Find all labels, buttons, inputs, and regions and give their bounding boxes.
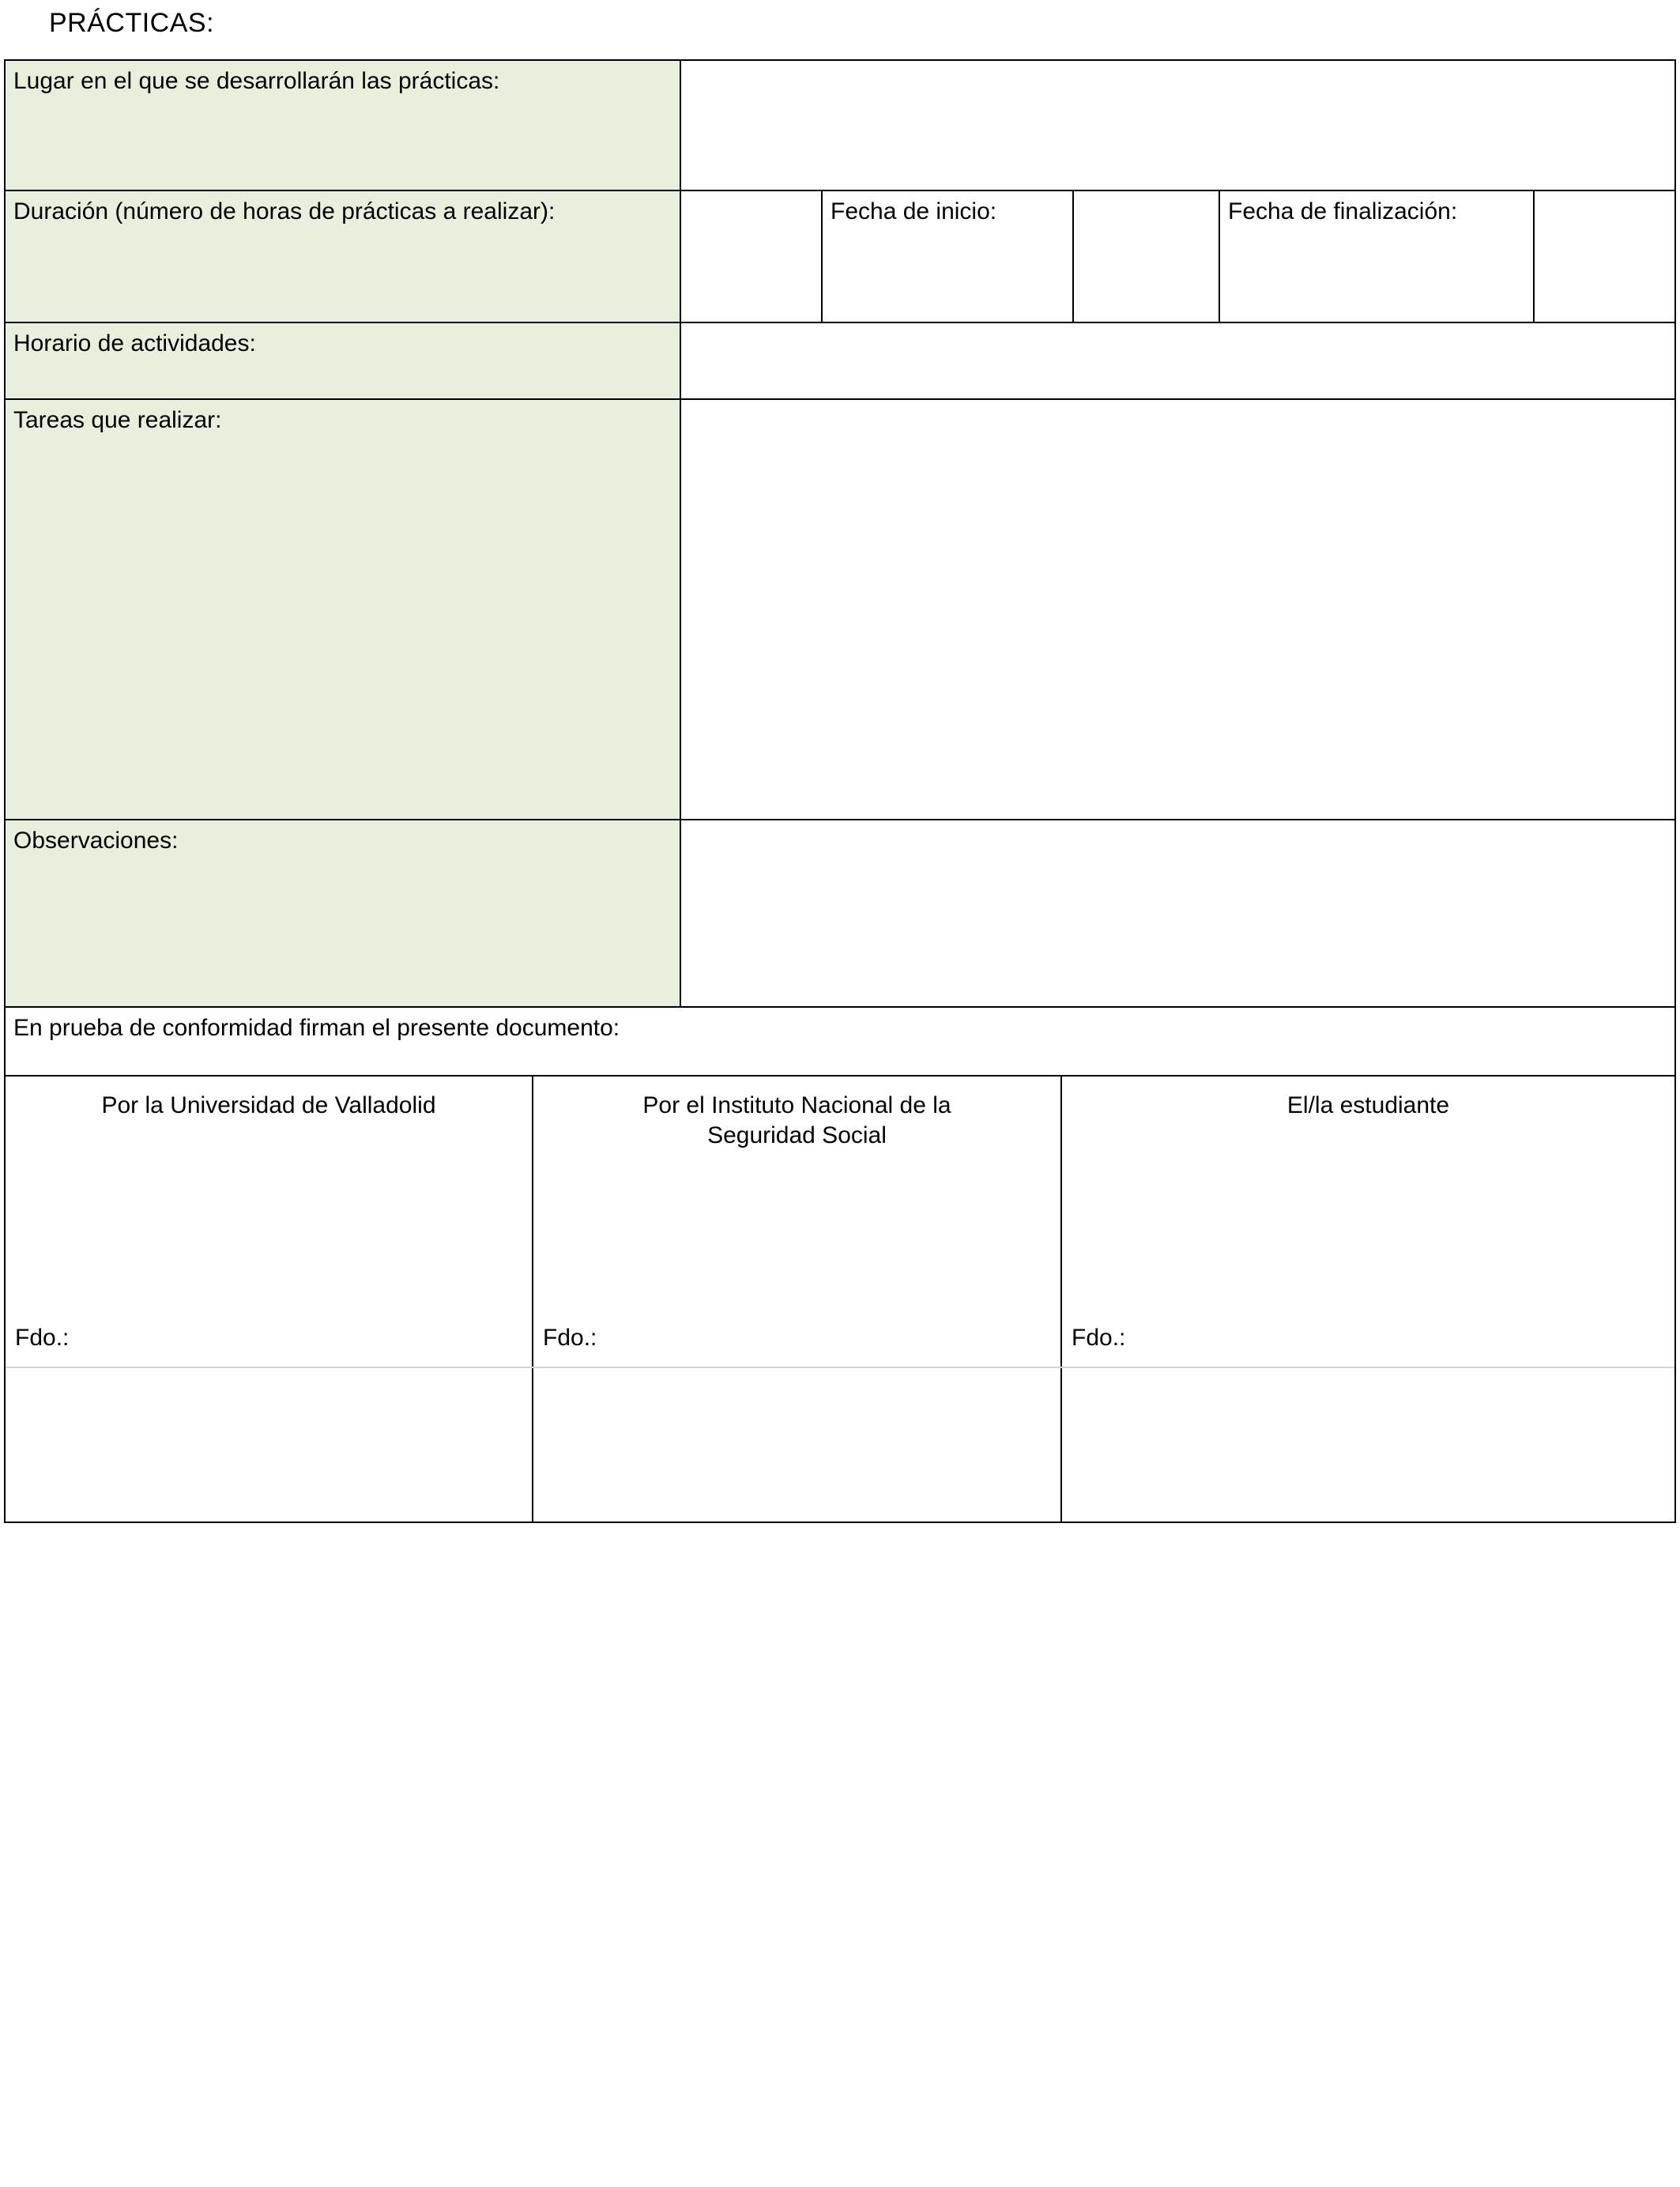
row-signature-space — [6, 1367, 1674, 1521]
duracion-label-cell — [6, 191, 680, 322]
row-horario — [6, 322, 1674, 398]
row-conformidad — [6, 1006, 1674, 1075]
lugar-label-cell — [6, 61, 680, 190]
horario-label: Horario de actividades: — [13, 330, 256, 356]
fecha-inicio-value-field[interactable] — [1072, 191, 1219, 322]
fecha-fin-label-cell — [1219, 191, 1533, 322]
party-name-inss — [541, 1091, 1053, 1150]
row-signature-headers — [6, 1075, 1674, 1367]
horario-label-cell — [6, 323, 680, 398]
fecha-fin-value-field[interactable] — [1533, 191, 1674, 322]
tareas-value-field[interactable] — [680, 400, 1674, 819]
observaciones-label: Observaciones: — [13, 828, 179, 854]
fdo-label-inss: Fdo.: — [543, 1324, 597, 1351]
practicas-form-table — [4, 59, 1676, 1523]
signature-space-student[interactable] — [1060, 1368, 1674, 1521]
lugar-label: Lugar en el que se desarrollarán las prácticas: — [13, 68, 500, 94]
fecha-inicio-label: Fecha de inicio: — [831, 198, 997, 224]
tareas-label-cell — [6, 400, 680, 819]
row-observaciones — [6, 819, 1674, 1006]
fecha-inicio-label-cell — [821, 191, 1072, 322]
party-name-student — [1070, 1091, 1667, 1121]
fdo-label-student: Fdo.: — [1072, 1324, 1126, 1351]
duracion-label: Duración (número de horas de prácticas a realizar): — [13, 198, 556, 224]
fecha-fin-label: Fecha de finalización: — [1228, 198, 1458, 224]
observaciones-value-field[interactable] — [680, 820, 1674, 1006]
signature-column-inss — [532, 1077, 1060, 1367]
party-name-university-text: Por la Universidad de Valladolid — [101, 1092, 436, 1118]
fdo-label-university: Fdo.: — [15, 1324, 70, 1351]
tareas-label: Tareas que realizar: — [13, 407, 222, 433]
row-duracion — [6, 190, 1674, 322]
party-name-inss-text: Por el Instituto Nacional de la Seguridad Social — [642, 1092, 951, 1148]
row-tareas — [6, 398, 1674, 819]
party-name-university — [13, 1091, 524, 1121]
signature-column-student — [1060, 1077, 1674, 1367]
signature-space-university[interactable] — [6, 1368, 532, 1521]
conformidad-text: En prueba de conformidad firman el presente documento: — [13, 1015, 620, 1041]
conformidad-cell — [6, 1008, 1674, 1075]
signature-column-university — [6, 1077, 532, 1367]
lugar-value-field[interactable] — [680, 61, 1674, 190]
party-name-student-text: El/la estudiante — [1286, 1092, 1450, 1118]
duracion-value-field[interactable] — [680, 191, 821, 322]
observaciones-label-cell — [6, 820, 680, 1006]
signature-space-inss[interactable] — [532, 1368, 1060, 1521]
page-title: PRÁCTICAS: — [49, 8, 215, 38]
row-lugar — [6, 61, 1674, 190]
horario-value-field[interactable] — [680, 323, 1674, 398]
